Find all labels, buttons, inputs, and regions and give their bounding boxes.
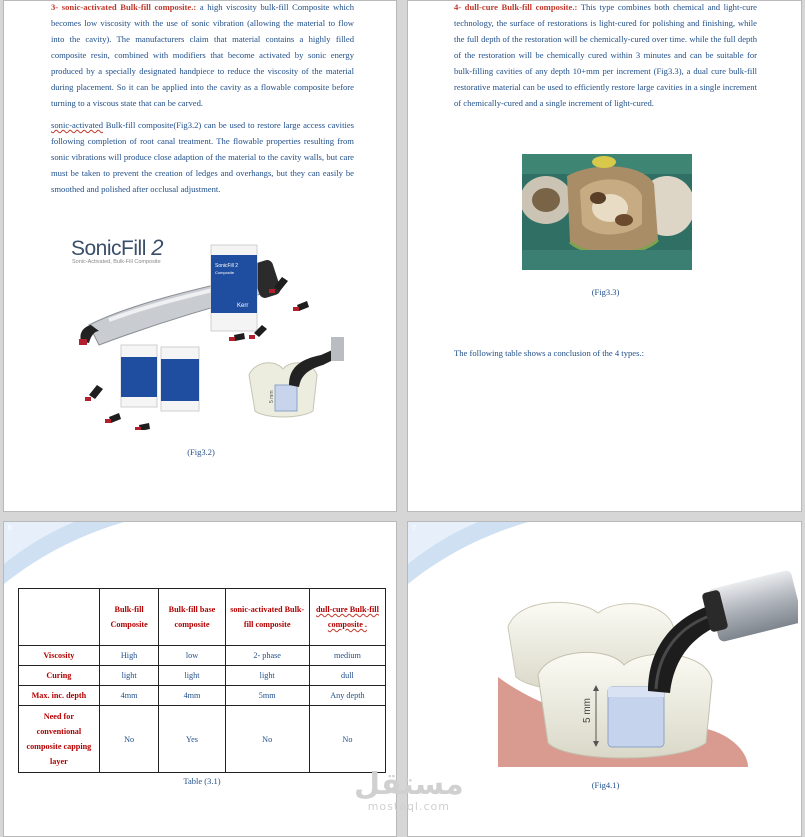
section3-paragraph — [51, 0, 354, 111]
table-cell: dull — [309, 666, 385, 686]
bulk-fill-comparison-table — [18, 588, 386, 773]
sonicfill-tooth-illustration — [498, 557, 798, 767]
section4-body: This type combines both chemical and light-cure technology, the surface of restorations is light-cured for polishing and finishing, while the full depth of the restoration will be chemically-cured over time. while the full depth of the restoration will be chemically cured within 3 minutes and can be suitable for bulk-filling cavities of any depth 10+mm per increment (Fig3.3), a dual cure bulk-fill restorative material can be used to efficiently restore large cavities in a single increment of chemically-cured and a single increment of light-cured. — [454, 2, 758, 108]
table-3-1-caption: Table (3.1) — [183, 776, 221, 786]
table-cell: low — [159, 646, 225, 666]
column-header: sonic-activated Bulk-fill composite — [225, 589, 309, 646]
table-row — [19, 706, 386, 773]
row-header: Curing — [19, 666, 100, 686]
table-cell: light — [225, 666, 309, 686]
table-intro-text — [454, 345, 774, 361]
section4-heading: 4- dull-cure Bulk-fill composite.: — [454, 2, 578, 12]
table-row — [19, 646, 386, 666]
table-cell: No — [309, 706, 385, 773]
box-brand: Kerr — [237, 303, 249, 309]
fig3-2-caption: (Fig3.2) — [187, 447, 215, 457]
table-header-row — [19, 589, 386, 646]
table-cell: 4mm — [159, 686, 225, 706]
document-page-6 — [3, 521, 397, 837]
table-cell: 5mm — [225, 686, 309, 706]
sonicfill-product-illustration — [69, 235, 344, 430]
section3-body: a high viscosity bulk-fill Composite which becomes low viscosity with the use of sonic vibration (allowing the material to flow into the cavity). The manufacturers claim that material contains a highly filled composite resin, combined with modifiers that become activated by sonic energy produced by a specially designated handpiece to reduce the viscosity of the material during placement. So it can be applied into the cavity as a flowable composite before turning to a viscous state that can be carved. — [51, 2, 354, 108]
table-cell: medium — [309, 646, 385, 666]
table-cell: 4mm — [99, 686, 159, 706]
sonicfill-figure — [69, 235, 344, 430]
table-cell: No — [225, 706, 309, 773]
fig4-1-caption: (Fig4.1) — [591, 780, 620, 790]
box-label: SonicFill 2 — [215, 263, 239, 269]
row-header: Viscosity — [19, 646, 100, 666]
page-number: 7 — [412, 525, 416, 532]
sonicfill-tagline: Sonic-Activated, Bulk-Fill Composite — [72, 259, 161, 265]
table-row — [19, 686, 386, 706]
column-header — [309, 589, 385, 646]
dual-cure-restoration-photo — [522, 154, 692, 270]
box-label-sub: Composite — [215, 270, 235, 275]
table-cell: No — [99, 706, 159, 773]
row-header: Max. inc. depth — [19, 686, 100, 706]
row-header: Need for conventional composite capping layer — [19, 706, 100, 773]
document-page-5 — [3, 0, 397, 512]
para2-body: Bulk-fill composite(Fig3.2) can be used to restore large access cavities following completion of root canal treatment. The flowable properties resulting from sonic vibrations will produce close adaption of the material to the cavity walls, but care must be taken to prevent the creation of ledges and overhangs, but they can easily be smoothed and polished after occlusal adjustment. — [51, 120, 354, 194]
table-row — [19, 666, 386, 686]
sonicfill-logo-number: 2 — [151, 235, 163, 260]
table-cell: Yes — [159, 706, 225, 773]
table-intro: The following table shows a conclusion of the 4 types.: — [454, 348, 644, 358]
watermark-latin: mostaql.com — [367, 800, 450, 813]
page-number: 6 — [8, 525, 12, 532]
column-header: Bulk-fill base composite — [159, 589, 225, 646]
page1-text — [51, 0, 354, 203]
document-page-5b — [407, 0, 802, 512]
table-cell: light — [99, 666, 159, 686]
column-header-text: dull-cure Bulk-fill composite . — [315, 605, 379, 629]
table-cell: High — [99, 646, 159, 666]
para2-lead: sonic-activated — [51, 120, 104, 130]
table-cell: Any depth — [309, 686, 385, 706]
table-corner-cell — [19, 589, 100, 646]
page-corner-decoration — [4, 522, 124, 592]
sonicfill-logo-text: SonicFill — [71, 237, 146, 260]
page2-text — [454, 0, 757, 117]
table-cell: 2- phase — [225, 646, 309, 666]
section4-paragraph — [454, 0, 757, 111]
table-cell: light — [159, 666, 225, 686]
fig3-3-caption: (Fig3.3) — [591, 287, 620, 297]
mostaql-watermark — [354, 767, 464, 813]
sonic-usage-paragraph — [51, 117, 354, 197]
section3-heading: 3- sonic-activated Bulk-fill composite.: — [51, 2, 197, 12]
watermark-arabic: مستقل — [354, 767, 464, 802]
document-page-7 — [407, 521, 802, 837]
depth-label: 5 mm — [582, 698, 593, 723]
sonicfill-depth-label: 5 mm — [269, 390, 275, 403]
column-header: Bulk-fill Composite — [99, 589, 159, 646]
